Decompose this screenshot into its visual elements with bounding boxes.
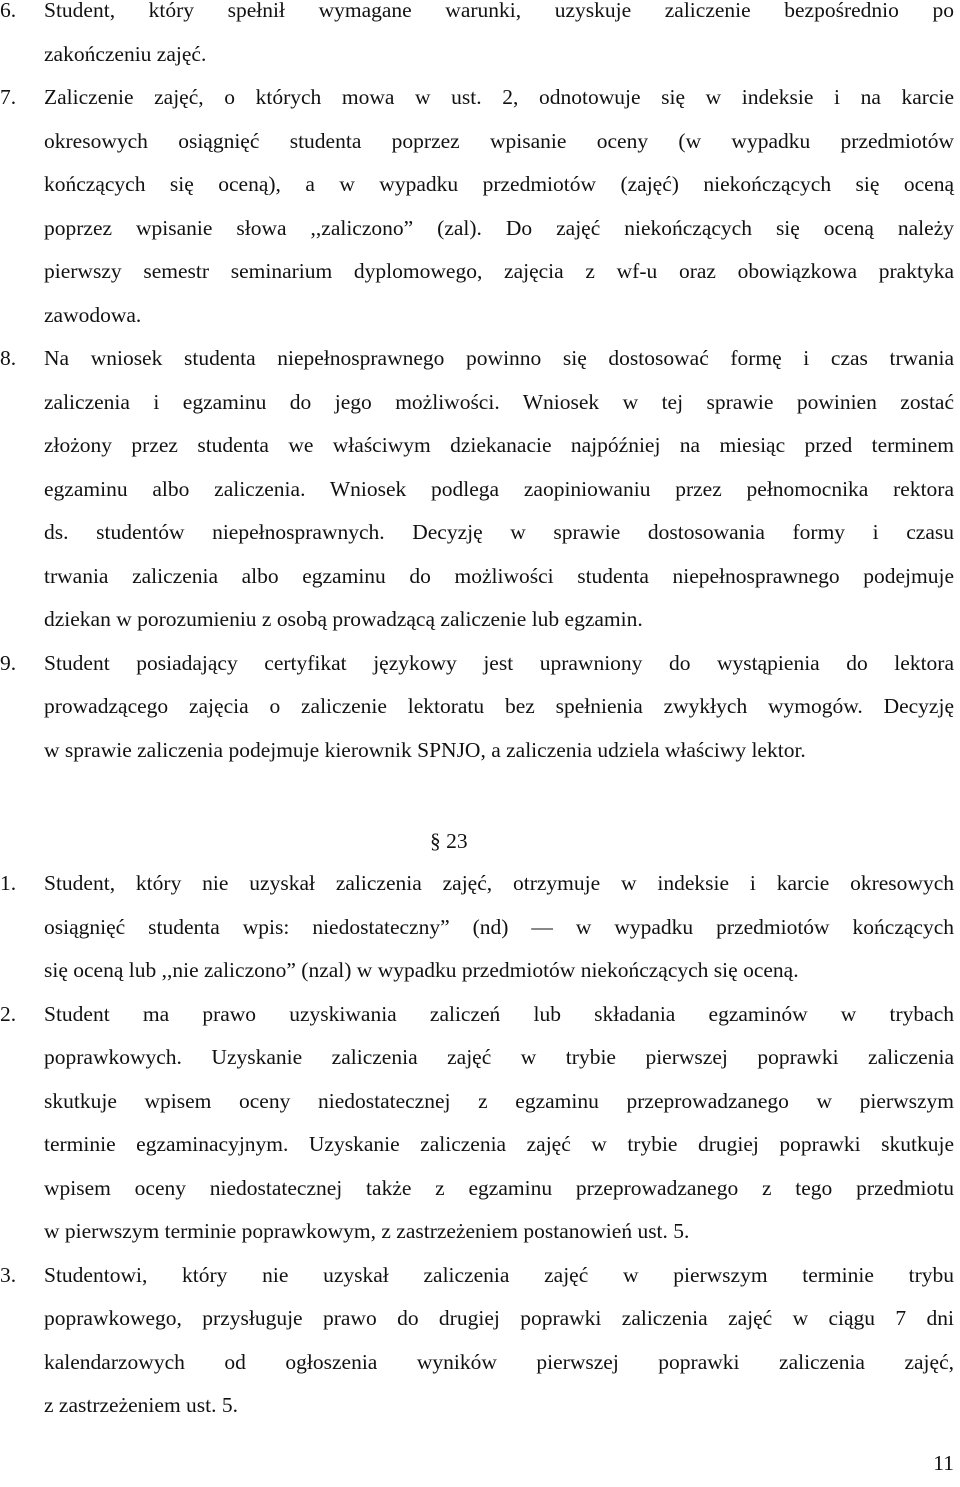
list-item <box>0 337 960 642</box>
item-text-line: osiągnięć studenta wpis: niedostateczny” (nd) — w wypadku przedmiotów kończących <box>44 914 954 939</box>
item-text-line: Student ma prawo uzyskiwania zaliczeń lub składania egzaminów w trybach <box>44 1001 954 1026</box>
item-number: 8. <box>0 346 17 370</box>
item-text-line: terminie egzaminacyjnym. Uzyskanie zaliczenia zajęć w trybie drugiej poprawki skutkuje <box>44 1132 954 1156</box>
item-text-line: z zastrzeżeniem ust. 5. <box>44 1393 239 1417</box>
list-item <box>0 1254 960 1428</box>
item-text-line: Studentowi, który nie uzyskał zaliczenia zajęć w pierwszym terminie trybu <box>44 1262 954 1287</box>
list-item <box>0 993 960 1254</box>
item-text-line: Student, który nie uzyskał zaliczenia zajęć, otrzymuje w indeksie i karcie okresowych <box>44 871 954 895</box>
item-number: 7. <box>0 85 17 109</box>
item-text-line: dziekan w porozumieniu z osobą prowadzącą zaliczenie lub egzamin. <box>44 607 643 631</box>
item-text-line: kalendarzowych od ogłoszenia wyników pierwszej poprawki zaliczenia zajęć, <box>44 1349 954 1374</box>
item-text-line: zawodowa. <box>44 302 142 327</box>
item-text-line: złożony przez studenta we właściwym dziekanacie najpóźniej na miesiąc przed terminem <box>44 433 954 457</box>
item-text-line: kończących się oceną), a w wypadku przedmiotów (zajęć) niekończących się oceną <box>44 172 954 196</box>
page-number: 11 <box>933 1451 954 1475</box>
item-text-line: Zaliczenie zajęć, o których mowa w ust. 2, odnotowuje się w indeksie i na karcie <box>44 85 954 109</box>
item-text-line: okresowych osiągnięć studenta poprzez wpisanie oceny (w wypadku przedmiotów <box>44 128 954 153</box>
item-text-line: zaliczenia i egzaminu do jego możliwości. Wniosek w tej sprawie powinien zostać <box>44 389 954 414</box>
item-text-line: Student, który spełnił wymagane warunki, uzyskuje zaliczenie bezpośrednio po <box>44 0 954 22</box>
list-item <box>0 862 960 993</box>
item-text-line: poprawkowych. Uzyskanie zaliczenia zajęć w trybie pierwszej poprawki zaliczenia <box>44 1045 954 1069</box>
item-text-line: wpisem oceny niedostatecznej także z egzaminu przeprowadzanego z tego przedmiotu <box>44 1175 954 1200</box>
item-number: 9. <box>0 650 17 675</box>
regulation-list-lower <box>0 862 960 1428</box>
item-text-line: poprawkowego, przysługuje prawo do drugiej poprawki zaliczenia zajęć w ciągu 7 dni <box>44 1306 954 1330</box>
list-item <box>0 76 960 337</box>
item-text-line: egzaminu albo zaliczenia. Wniosek podlega zaopiniowaniu przez pełnomocnika rektora <box>44 476 954 501</box>
item-number: 3. <box>0 1262 17 1287</box>
item-text-line: poprzez wpisanie słowa ,,zaliczono” (zal). Do zajęć niekończących się oceną należy <box>44 215 954 240</box>
item-number: 1. <box>0 871 17 895</box>
item-text-line: skutkuje wpisem oceny niedostatecznej z egzaminu przeprowadzanego w pierwszym <box>44 1088 954 1113</box>
item-text-line: pierwszy semestr seminarium dyplomowego, zajęcia z wf-u oraz obowiązkowa praktyka <box>44 259 954 283</box>
item-text-line: w pierwszym terminie poprawkowym, z zastrzeżeniem postanowień ust. 5. <box>44 1219 690 1243</box>
item-text-line: się oceną lub ,,nie zaliczono” (nzal) w wypadku przedmiotów niekończących się oceną. <box>44 958 799 982</box>
section-heading: § 23 <box>430 829 468 853</box>
list-item <box>0 642 960 773</box>
item-text-line: trwania zaliczenia albo egzaminu do możliwości studenta niepełnosprawnego podejmuje <box>44 563 954 588</box>
item-text-line: Student posiadający certyfikat językowy jest uprawniony do wystąpienia do lektora <box>44 650 954 675</box>
item-text-line: ds. studentów niepełnosprawnych. Decyzję w sprawie dostosowania formy i czasu <box>44 520 954 544</box>
list-item <box>0 0 960 76</box>
item-number: 6. <box>0 0 17 22</box>
item-text-line: w sprawie zaliczenia podejmuje kierownik SPNJO, a zaliczenia udziela właściwy lektor. <box>44 737 806 762</box>
item-text-line: zakończeniu zajęć. <box>44 41 207 66</box>
item-number: 2. <box>0 1001 17 1026</box>
item-text-line: prowadzącego zajęcia o zaliczenie lektoratu bez spełnienia zwykłych wymogów. Decyzję <box>44 694 954 718</box>
item-text-line: Na wniosek studenta niepełnosprawnego powinno się dostosować formę i czas trwania <box>44 346 954 370</box>
